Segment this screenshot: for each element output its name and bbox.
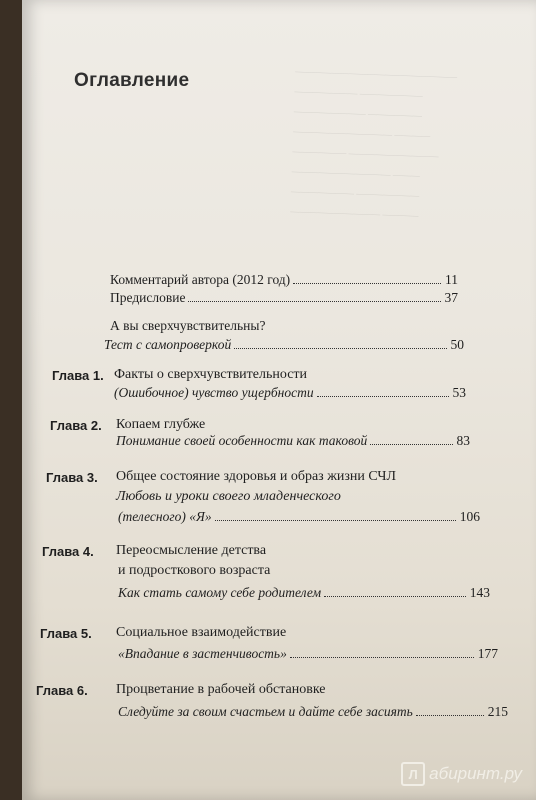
chapter-number: Глава 3. [46, 470, 98, 485]
watermark-text: абиринт.ру [429, 764, 522, 783]
page-number: 177 [477, 646, 498, 661]
page-number: 143 [469, 585, 490, 600]
dot-leader [317, 396, 449, 397]
chapter-title-line1: Переосмысление детства [116, 543, 267, 558]
page-number: 106 [459, 509, 480, 524]
dot-leader [215, 520, 456, 521]
entry-label: Комментарий автора (2012 год) [110, 272, 291, 287]
chapter-subtitle-line2: (телесного) «Я» [118, 509, 212, 524]
chapter-2-subentry [116, 433, 470, 449]
chapter-5-subentry [118, 646, 498, 662]
book-page [22, 0, 536, 800]
bleed-through-text: —————————————————— ——————— ——————— ———————— —————— ——————————— ———— —————— —————————— ——————————— ——— ——————— ——————— —————————— ———— [290, 66, 458, 221]
chapter-6-subentry [118, 704, 508, 720]
dot-leader [370, 444, 452, 445]
labirint-logo-icon: Л [401, 762, 425, 786]
page-number: 37 [444, 290, 458, 305]
page-number: 83 [456, 433, 470, 448]
labirint-watermark [401, 762, 522, 786]
toc-entry-quiz [104, 337, 464, 353]
chapter-3-subentry [118, 509, 480, 525]
chapter-1-subentry [114, 385, 466, 401]
page-number: 50 [450, 337, 464, 352]
chapter-subtitle: Следуйте за своим счастьем и дайте себе засиять [118, 704, 413, 719]
dot-leader [290, 657, 474, 658]
chapter-subtitle: «Впадание в застенчивость» [118, 646, 287, 661]
table-of-contents [22, 0, 536, 800]
dot-leader [416, 715, 484, 716]
chapter-subtitle: Как стать самому себе родителем [118, 585, 322, 600]
chapter-title: Факты о сверхчувствительности [114, 367, 308, 382]
entry-label: Предисловие [110, 290, 186, 305]
page-number: 215 [487, 704, 508, 719]
toc-entry-preface [110, 290, 458, 306]
toc-entry-comment [110, 272, 458, 288]
chapter-title: Процветание в рабочей обстановке [116, 682, 326, 697]
page-number: 53 [452, 385, 466, 400]
entry-subtitle: Тест с самопроверкой [104, 337, 232, 352]
chapter-number: Глава 1. [52, 368, 104, 383]
toc-entry-quiz-title: А вы сверхчувствительны? [110, 318, 266, 333]
chapter-4-subentry [118, 585, 490, 601]
page-number: 11 [445, 272, 458, 287]
chapter-number: Глава 2. [50, 418, 102, 433]
dot-leader [188, 301, 440, 302]
chapter-title: Копаем глубже [116, 417, 206, 432]
chapter-number: Глава 4. [42, 544, 94, 559]
chapter-title: Общее состояние здоровья и образ жизни СЧЛ [116, 469, 396, 484]
dot-leader [293, 283, 441, 284]
page-title: Оглавление [74, 70, 190, 91]
chapter-number: Глава 6. [36, 683, 88, 698]
chapter-title: Социальное взаимодействие [116, 625, 287, 640]
chapter-subtitle: (Ошибочное) чувство ущербности [114, 385, 314, 400]
dot-leader [234, 348, 446, 349]
dot-leader [324, 596, 466, 597]
chapter-number: Глава 5. [40, 626, 92, 641]
chapter-subtitle-line1: Любовь и уроки своего младенческого [116, 489, 341, 504]
chapter-title-line2: и подросткового возраста [118, 563, 271, 578]
chapter-subtitle: Понимание своей особенности как таковой [116, 433, 368, 448]
